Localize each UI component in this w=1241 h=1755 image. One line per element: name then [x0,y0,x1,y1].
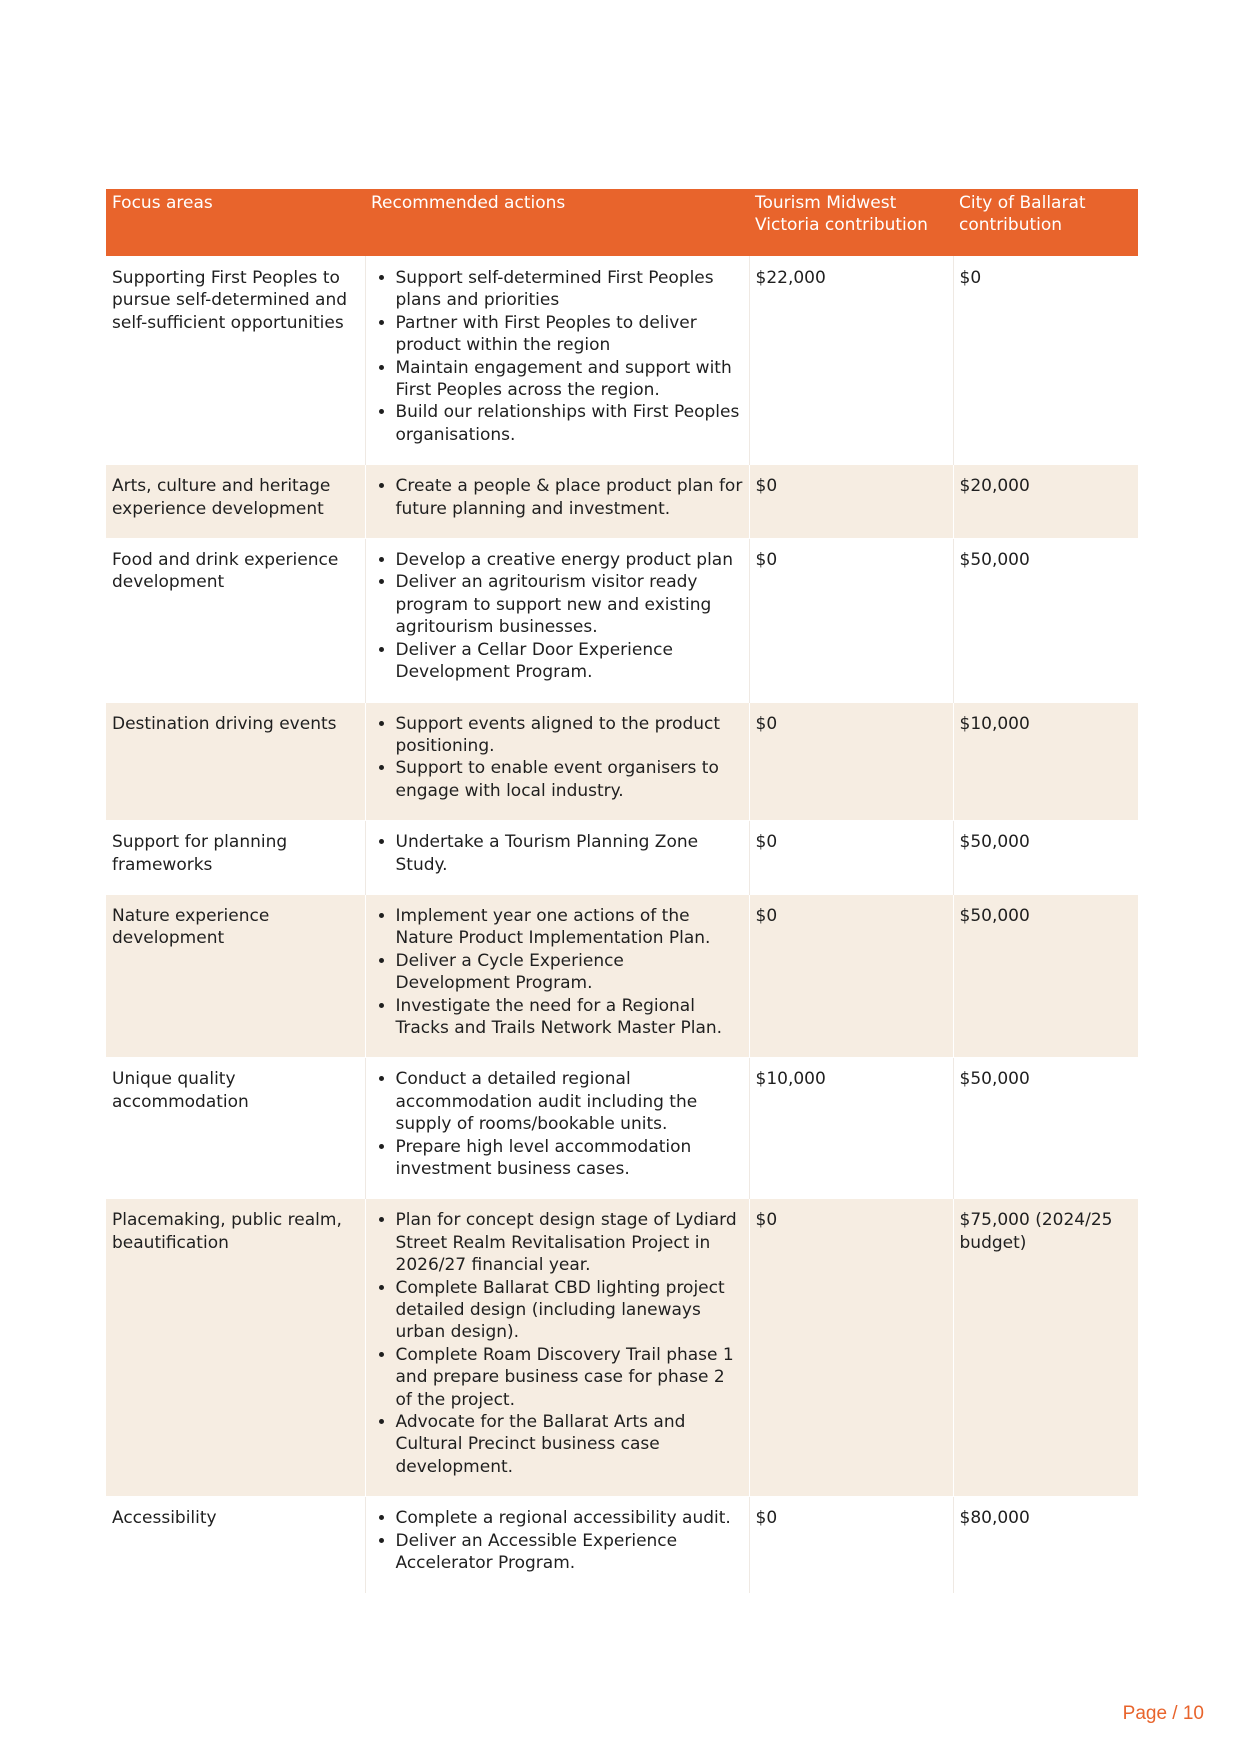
table-row [106,257,1138,465]
action-item: • Plan for concept design stage of Lydiard Street Realm Revitalisation Project in 2026/27 financial year. [396,1209,743,1276]
action-item: • Develop a creative energy product plan [396,549,743,571]
cob-contribution-cell: $20,000 [953,465,1138,539]
action-plan-table [106,189,1138,1593]
action-item: • Support to enable event organisers to engage with local industry. [396,757,743,802]
cob-contribution-cell: $75,000 (2024/25 budget) [953,1199,1138,1497]
table-row [106,702,1138,821]
action-item: • Complete a regional accessibility audit. [396,1507,743,1529]
focus-area-cell: Nature experience development [106,894,365,1057]
page-number: Page / 10 [1122,1703,1204,1724]
header-cob-contribution: City of Ballarat contribution [953,189,1138,257]
table-header-row [106,189,1138,257]
action-item: • Build our relationships with First Peoples organisations. [396,401,743,446]
action-item: • Deliver a Cellar Door Experience Development Program. [396,639,743,684]
actions-cell [365,821,749,895]
cob-contribution-cell: $0 [953,257,1138,465]
tmv-contribution-cell: $0 [749,702,953,821]
cob-contribution-cell: $50,000 [953,821,1138,895]
actions-cell [365,539,749,702]
actions-cell [365,1058,749,1199]
action-item: • Deliver an agritourism visitor ready program to support new and existing agritourism businesses. [396,571,743,638]
cob-contribution-cell: $50,000 [953,1058,1138,1199]
actions-cell [365,257,749,465]
table-row [106,1497,1138,1593]
table-row [106,821,1138,895]
tmv-contribution-cell: $0 [749,539,953,702]
action-item: • Maintain engagement and support with First Peoples across the region. [396,357,743,402]
actions-cell [365,1497,749,1593]
header-tmv-contribution: Tourism Midwest Victoria contribution [749,189,953,257]
table-row [106,1058,1138,1199]
cob-contribution-cell: $10,000 [953,702,1138,821]
action-item: • Investigate the need for a Regional Tracks and Trails Network Master Plan. [396,995,743,1040]
action-item: • Create a people & place product plan for future planning and investment. [396,475,743,520]
table-row [106,894,1138,1057]
action-item: • Support events aligned to the product positioning. [396,713,743,758]
cob-contribution-cell: $50,000 [953,539,1138,702]
actions-cell [365,465,749,539]
action-item: • Complete Ballarat CBD lighting project detailed design (including laneways urban design). [396,1277,743,1344]
cob-contribution-cell: $80,000 [953,1497,1138,1593]
action-item: • Partner with First Peoples to deliver product within the region [396,312,743,357]
action-item: • Conduct a detailed regional accommodation audit including the supply of rooms/bookable units. [396,1068,743,1135]
tmv-contribution-cell: $0 [749,821,953,895]
action-item: • Advocate for the Ballarat Arts and Cultural Precinct business case development. [396,1411,743,1478]
table-row [106,539,1138,702]
focus-area-cell: Placemaking, public realm, beautification [106,1199,365,1497]
action-item: • Deliver a Cycle Experience Development Program. [396,950,743,995]
actions-cell [365,702,749,821]
focus-area-cell: Destination driving events [106,702,365,821]
action-item: • Implement year one actions of the Nature Product Implementation Plan. [396,905,743,950]
cob-contribution-cell: $50,000 [953,894,1138,1057]
focus-area-cell: Support for planning frameworks [106,821,365,895]
header-focus-areas: Focus areas [106,189,365,257]
action-item: • Deliver an Accessible Experience Accelerator Program. [396,1530,743,1575]
table-row [106,465,1138,539]
action-item: • Complete Roam Discovery Trail phase 1 and prepare business case for phase 2 of the project. [396,1344,743,1411]
tmv-contribution-cell: $0 [749,465,953,539]
focus-area-cell: Arts, culture and heritage experience development [106,465,365,539]
focus-area-cell: Food and drink experience development [106,539,365,702]
tmv-contribution-cell: $22,000 [749,257,953,465]
action-item: • Support self-determined First Peoples plans and priorities [396,267,743,312]
action-item: • Undertake a Tourism Planning Zone Study. [396,831,743,876]
action-item: • Prepare high level accommodation investment business cases. [396,1136,743,1181]
actions-cell [365,1199,749,1497]
table-row [106,1199,1138,1497]
focus-area-cell: Unique quality accommodation [106,1058,365,1199]
tmv-contribution-cell: $0 [749,1199,953,1497]
tmv-contribution-cell: $0 [749,1497,953,1593]
actions-cell [365,894,749,1057]
tmv-contribution-cell: $10,000 [749,1058,953,1199]
focus-area-cell: Accessibility [106,1497,365,1593]
tmv-contribution-cell: $0 [749,894,953,1057]
header-recommended-actions: Recommended actions [365,189,749,257]
focus-area-cell: Supporting First Peoples to pursue self-determined and self-sufficient opportunities [106,257,365,465]
